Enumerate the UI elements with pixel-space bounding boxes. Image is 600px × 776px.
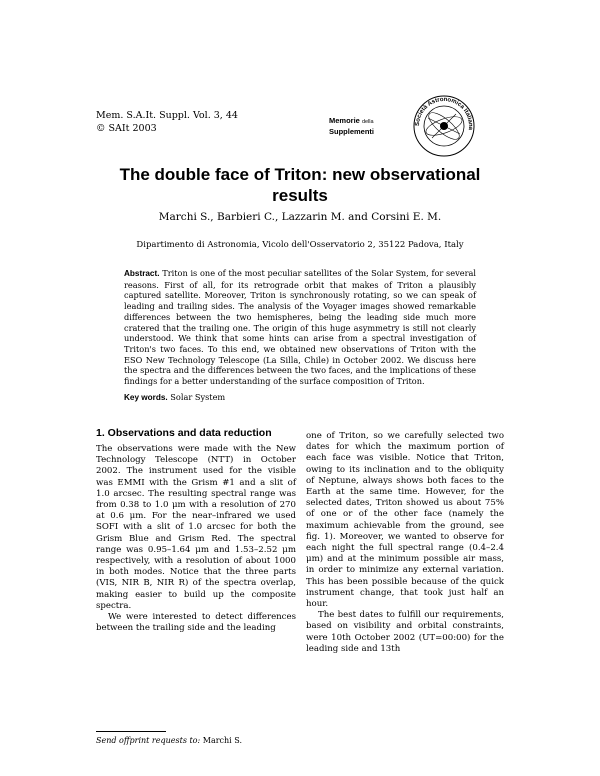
abstract-text: Triton is one of the most peculiar satellites of the Solar System, for several reasons. First of all, for its retrograde orbit that makes of Triton a plausibly captured satellite. Moreover, Triton is synchronously rotating, so we can speak of leading and trailing sides. The analysis of the Voyager images showed remarkable differences between the two hemispheres, being the leading side much more cratered that the trailing one. The origin of this huge asymmetry is still not clearly understood. We think that some hints can arise from a spectral investigation of Triton's two faces. To this end, we obtained new observations of Triton with the ESO New Technology Telescope (La Silla, Chile) in October 2002. We discuss here the spectra and the differences between the two faces, and the implications of these findings for a better understanding of the surface composition of Triton. [124, 268, 476, 387]
abstract [124, 268, 476, 387]
paragraph: The best dates to fulfill our requirements, based on visibility and orbital constraints, were 10th October 2002 (UT=00:00) for the leading side and 13th [306, 610, 504, 654]
logo-della: della [361, 119, 374, 125]
paper-title [80, 164, 520, 206]
paragraph: one of Triton, so we carefully selected two dates for which the maximum portion of each face was visible. Notice that Triton, owing to its inclination and to the obliquity of Neptune, always shows both faces to the Earth at the same time. However, for the selected dates, Triton showed us about 75% of one or of the other face (namely the maximum achievable from the ground, see fig. 1). Moreover, we wanted to observe for each night the full spectral range (0.4–2.4 μm) and at the minimum possible air mass, in order to minimize any external variation. This has been possible because of the quick instrument change, that took just half an hour. [306, 431, 504, 610]
journal-logo-text [329, 116, 374, 137]
paragraph: The observations were made with the New Technology Telescope (NTT) in October 2002. The instrument used for the visible was EMMI with the Grism #1 and a slit of 1.0 arcsec. The resulting spectral range was from 0.38 to 1.0 μm with a resolution of 270 at 0.6 μm. For the near–infrared we used SOFI with a slit of 1.0 arcsec for both the Grism Blue and Grism Red. The spectral range was 0.95–1.64 μm and 1.53–2.52 μm respectively, with a resolution of about 1000 in both modes. Notice that the three parts (VIS, NIR B, NIR R) of the spectra overlap, making easier to build up the composite spectra. [96, 444, 296, 611]
footnote-label: Send offprint requests to: [96, 736, 201, 745]
keywords-label: Key words. [124, 393, 168, 402]
logo-memorie: Memorie [329, 116, 360, 125]
copyright-line: © SAIt 2003 [96, 123, 157, 134]
keywords [124, 392, 476, 402]
right-column [306, 431, 504, 655]
affiliation: Dipartimento di Astronomia, Vicolo dell'Osservatorio 2, 35122 Padova, Italy [136, 240, 464, 250]
paragraph: We were interested to detect differences between the trailing side and the leading [96, 612, 296, 634]
left-column [96, 444, 296, 634]
section-heading: 1. Observations and data reduction [96, 427, 272, 439]
seal-ring-text: Società Astronomica Italiana [414, 96, 474, 131]
logo-supplementi: Supplementi [329, 127, 375, 136]
journal-reference: Mem. S.A.It. Suppl. Vol. 3, 44 [96, 110, 238, 121]
footnote-text: Marchi S. [202, 736, 243, 745]
keywords-text: Solar System [170, 392, 226, 402]
title-line-1: The double face of Triton: new observational [119, 165, 481, 184]
footnote [96, 736, 242, 745]
authors: Marchi S., Barbieri C., Lazzarin M. and Corsini E. M. [158, 211, 442, 223]
title-line-2: results [272, 186, 328, 205]
abstract-label: Abstract. [124, 269, 160, 278]
society-seal [412, 94, 476, 158]
footnote-rule [96, 731, 166, 732]
